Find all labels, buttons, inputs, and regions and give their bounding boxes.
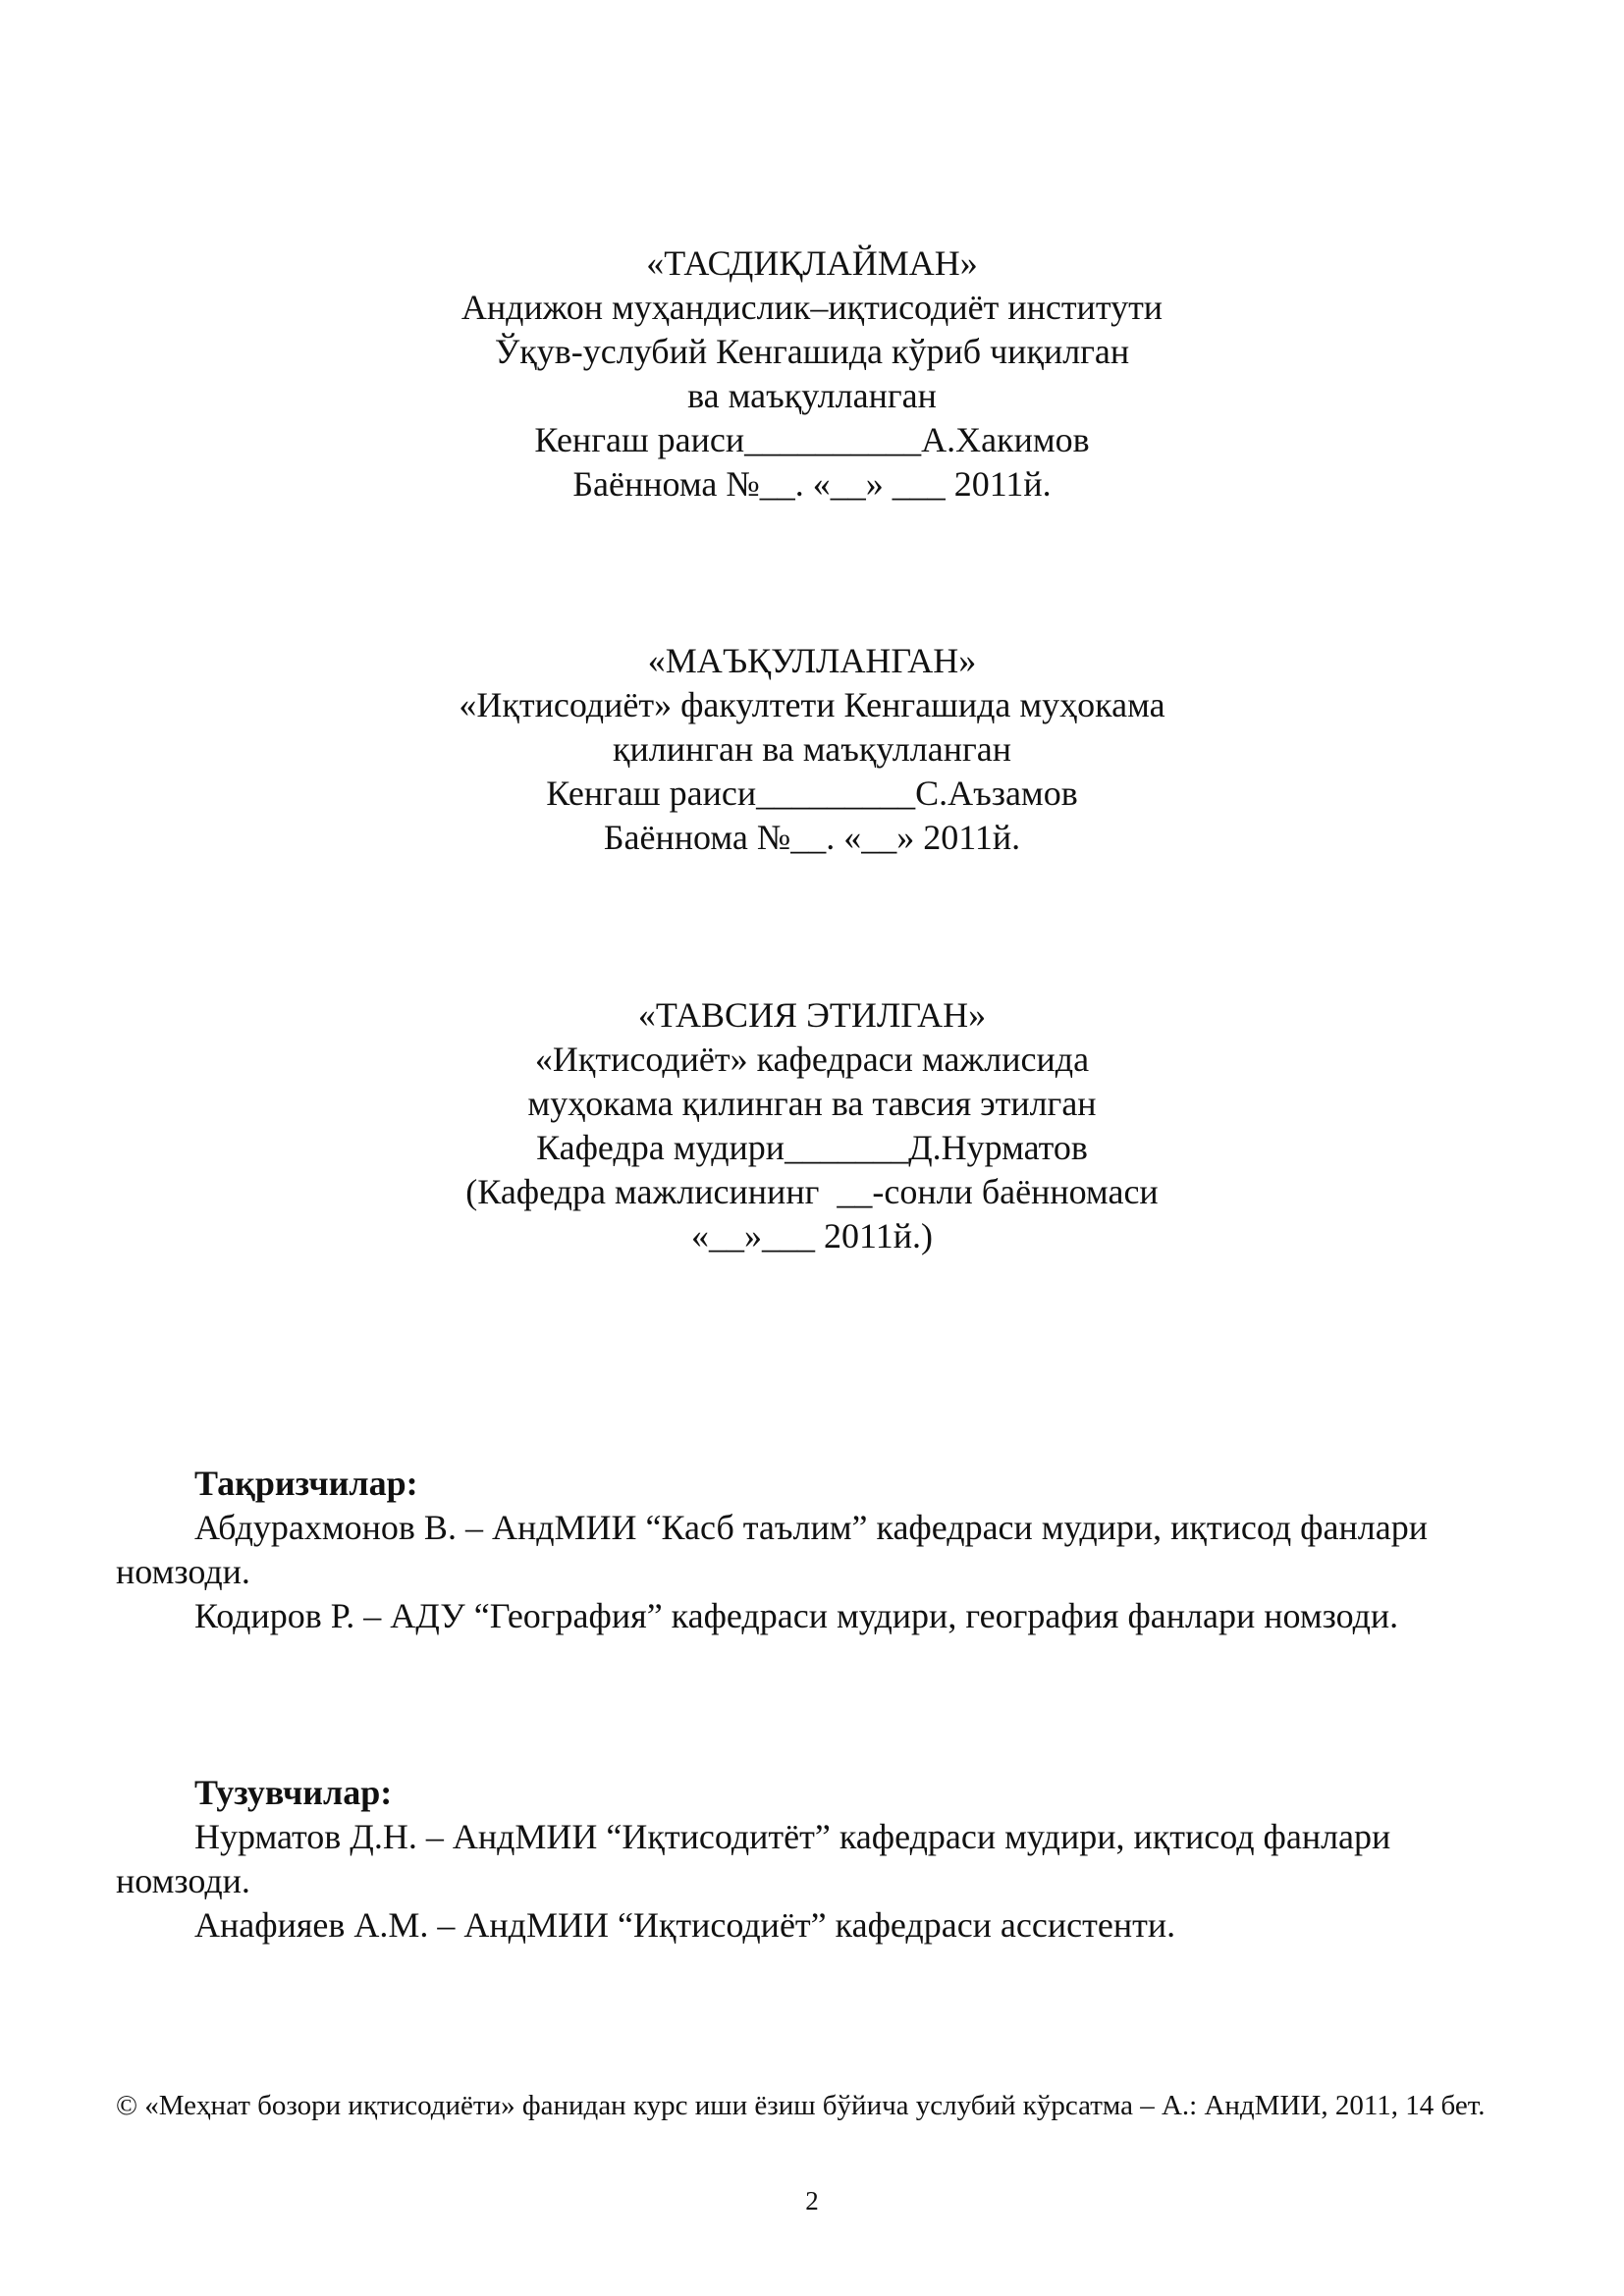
approval-protocol-line: Баённома №__. «__» ___ 2011й.	[572, 464, 1052, 504]
authors-section	[116, 1771, 1520, 1948]
endorsement-protocol-line: Баённома №__. «__» 2011й.	[603, 818, 1021, 857]
endorsement-line: «Иқтисодиёт» факултети Кенгашида муҳокама	[459, 685, 1165, 724]
endorsement-stamp-block	[0, 639, 1624, 860]
reviewer-entry: Кодиров Р. – АДУ “География” кафедраси мудири, география фанлари номзоди.	[194, 1596, 1399, 1635]
copyright-note: © «Меҳнат бозори иқтисодиёти» фанидан курс иши ёзиш бўйича услубий кўрсатма – А.: АндМИИ, 2011, 14 бет.	[116, 2090, 1486, 2121]
endorsement-signature-line: Кенгаш раиси_________С.Аъзамов	[546, 774, 1078, 813]
approval-title: «ТАСДИҚЛАЙМАН»	[646, 243, 978, 283]
recommendation-date-line: «__»___ 2011й.)	[691, 1216, 933, 1255]
authors-heading: Тузувчилар:	[194, 1773, 393, 1812]
reviewer-entry: Абдурахмонов В. – АндМИИ “Касб таълим” кафедраси мудири, иқтисод фанлари номзоди.	[116, 1508, 1428, 1591]
recommendation-line: «Иқтисодиёт» кафедраси мажлисида	[534, 1040, 1090, 1079]
endorsement-title: «МАЪҚУЛЛАНГАН»	[647, 641, 977, 680]
recommendation-signature-line: Кафедра мудири_______Д.Нурматов	[536, 1128, 1088, 1167]
approval-line: ва маъқулланган	[687, 376, 937, 415]
approval-line: Ўқув-услубий Кенгашида кўриб чиқилган	[494, 332, 1130, 371]
reviewers-heading: Тақризчилар:	[194, 1464, 418, 1503]
reviewers-section	[116, 1462, 1520, 1638]
author-entry: Анафияев А.М. – АндМИИ “Иқтисодиёт” кафедраси ассистенти.	[194, 1905, 1176, 1945]
approval-signature-line: Кенгаш раиси__________А.Хакимов	[534, 420, 1090, 459]
page-number: 2	[805, 2186, 819, 2216]
author-entry: Нурматов Д.Н. – АндМИИ “Иқтисодитёт” кафедраси мудири, иқтисод фанлари номзоди.	[116, 1817, 1391, 1900]
recommendation-line: муҳокама қилинган ва тавсия этилган	[527, 1084, 1097, 1123]
approval-stamp-block	[0, 241, 1624, 507]
approval-line: Андижон муҳандислик–иқтисодиёт институти	[460, 288, 1164, 327]
recommendation-title: «ТАВСИЯ ЭТИЛГАН»	[637, 995, 987, 1035]
endorsement-line: қилинган ва маъқулланган	[613, 729, 1011, 769]
recommendation-stamp-block	[0, 993, 1624, 1258]
recommendation-protocol-line: (Кафедра мажлисининг __-сонли баённомаси	[465, 1172, 1159, 1211]
